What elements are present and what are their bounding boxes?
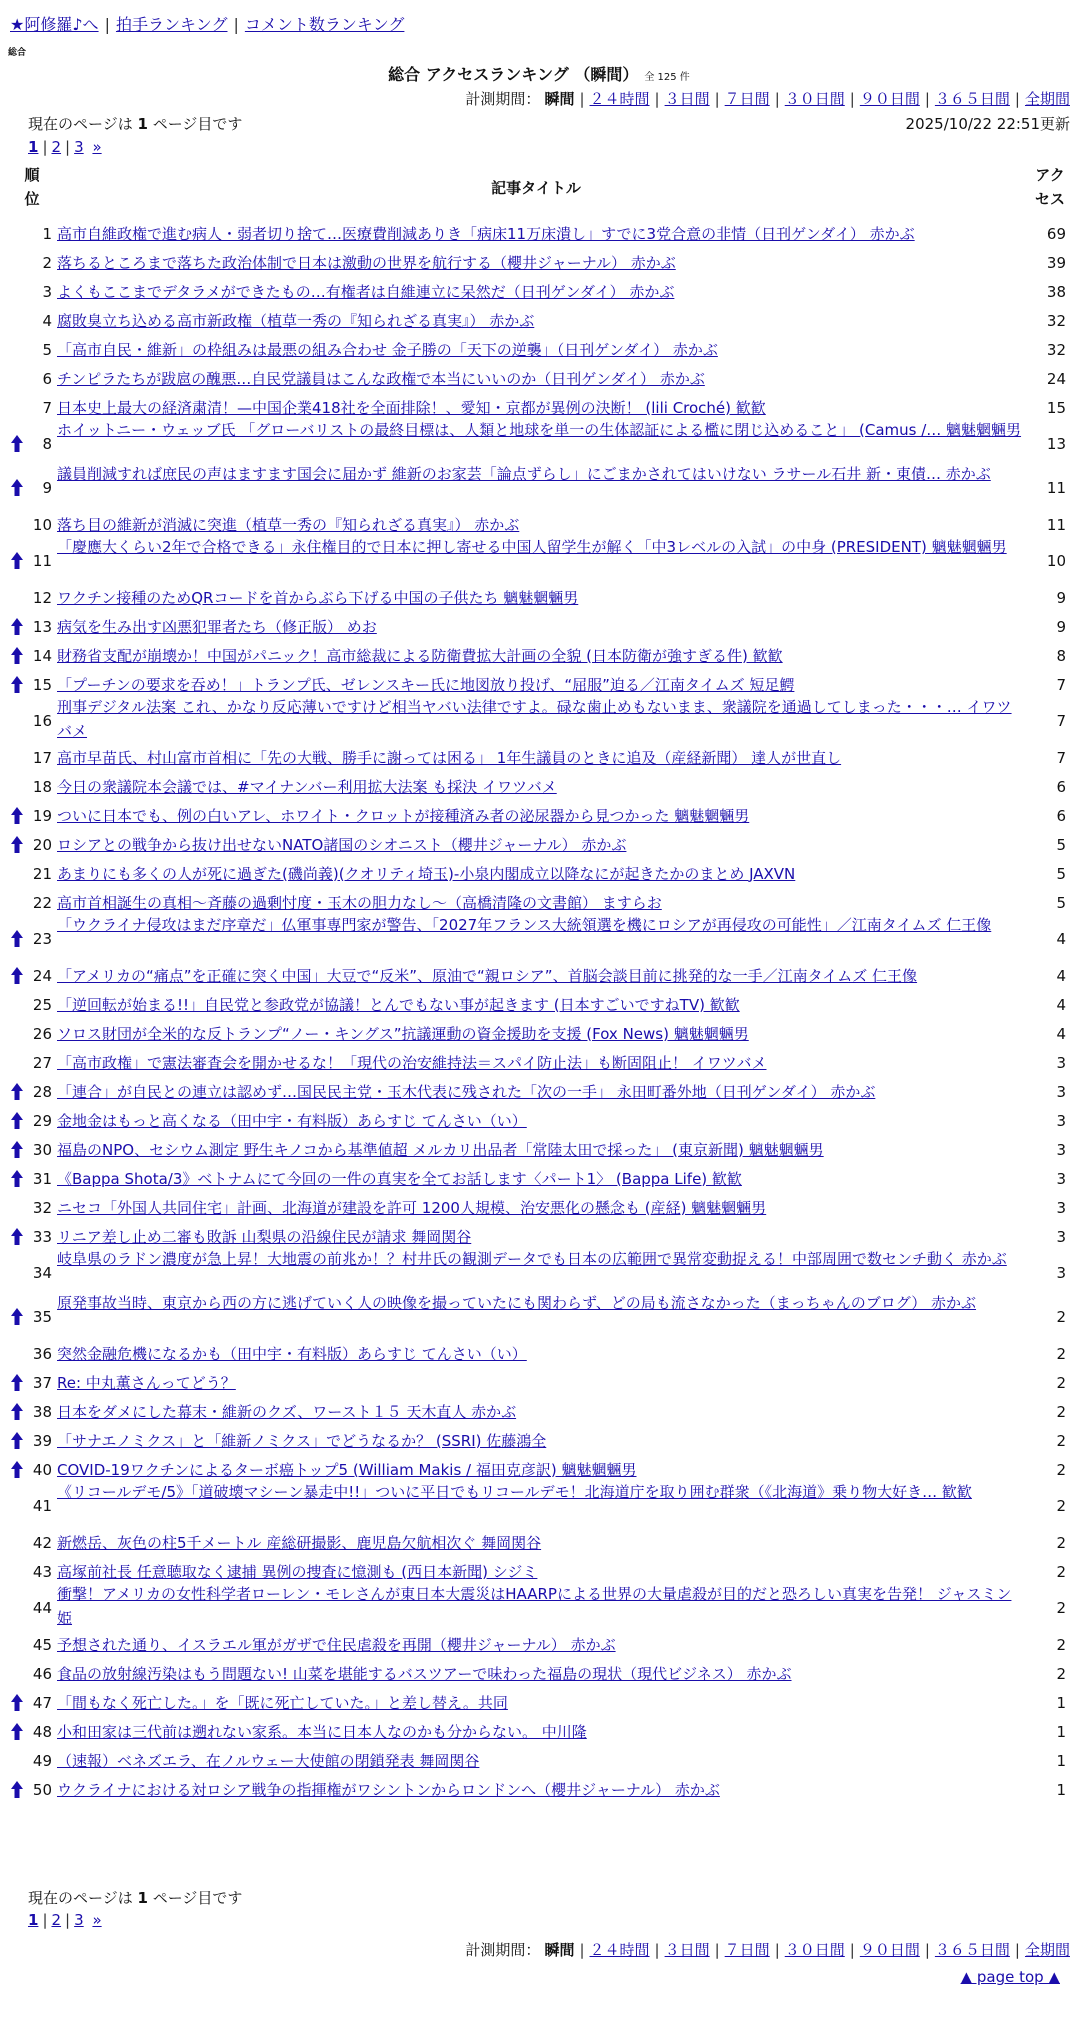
table-row xyxy=(0,1484,1078,1528)
table-row xyxy=(0,1630,1078,1659)
access-count: 1 xyxy=(1056,1780,1066,1799)
table-row xyxy=(0,1295,1078,1339)
access-count: 3 xyxy=(1056,1227,1066,1246)
period-365d[interactable]: ３６５日間 xyxy=(934,90,1010,108)
rank-up-arrow-icon xyxy=(10,1169,24,1189)
period-24h[interactable]: ２４時間 xyxy=(589,90,650,108)
rank-number: 34 xyxy=(32,1264,52,1282)
page-info-prefix: 現在のページは xyxy=(28,115,133,133)
access-count: 3 xyxy=(1056,1264,1066,1282)
period-all[interactable]: 全期間 xyxy=(1024,1941,1070,1959)
rank-number: 17 xyxy=(32,748,52,767)
top-nav xyxy=(10,12,404,35)
table-row xyxy=(0,801,1078,830)
access-count: 2 xyxy=(1056,1344,1066,1363)
page-info-number: 1 xyxy=(137,1889,148,1907)
rank-number: 11 xyxy=(32,552,52,570)
table-row xyxy=(0,1586,1078,1630)
period-separator: | xyxy=(774,1941,780,1959)
article-title-link[interactable]: あまりにも多くの人が死に過ぎた(磯尚義)(クオリティ埼玉)-小泉内閣成立以降なにが起きたかのまとめ JAXVN xyxy=(57,864,796,883)
article-title-link[interactable]: 「高市自民・維新」の枠組みは最悪の組み合わせ 金子勝の「天下の逆襲」（日刊ゲンダイ） 赤かぶ xyxy=(57,340,718,359)
page-info-suffix: ページ目です xyxy=(152,1889,243,1907)
rank-number: 37 xyxy=(32,1373,52,1392)
access-count: 5 xyxy=(1056,893,1066,912)
access-count: 7 xyxy=(1056,675,1066,694)
article-title-link[interactable]: 日本をダメにした幕末・維新のクズ、ワースト１５ 天木直人 赤かぶ xyxy=(57,1402,517,1421)
period-separator: | xyxy=(774,90,780,108)
article-title-link[interactable]: （速報）ベネズエラ、在ノルウェー大使館の閉鎖発表 舞岡関谷 xyxy=(57,1751,480,1770)
rank-up-arrow-icon xyxy=(10,1111,24,1131)
period-all[interactable]: 全期間 xyxy=(1024,90,1070,108)
period-30d[interactable]: ３０日間 xyxy=(784,90,845,108)
period-24h[interactable]: ２４時間 xyxy=(589,1941,650,1959)
rank-number: 45 xyxy=(32,1635,52,1654)
rank-number: 14 xyxy=(32,646,52,665)
table-row xyxy=(0,830,1078,859)
article-title-link[interactable]: Re: 中丸薫さんってどう？ xyxy=(57,1373,236,1392)
article-title-link[interactable]: 病気を生み出す凶悪犯罪者たち（修正版） めお xyxy=(57,617,377,636)
article-title-link[interactable]: 「ウクライナ侵攻はまだ序章だ」仏軍事専門家が警告、「2027年フランス大統領選を機にロシアが再侵攻の可能性」／江南タイムズ 仁王像 xyxy=(57,916,992,934)
rank-up-arrow-icon xyxy=(10,675,24,695)
access-count: 2 xyxy=(1056,1562,1066,1581)
access-count: 2 xyxy=(1056,1373,1066,1392)
table-row xyxy=(0,1339,1078,1368)
period-separator: | xyxy=(1014,1941,1020,1959)
table-row xyxy=(0,772,1078,801)
rank-number: 13 xyxy=(32,617,52,636)
table-row xyxy=(0,990,1078,1019)
period-separator: | xyxy=(654,90,660,108)
table-row xyxy=(0,277,1078,306)
rank-number: 12 xyxy=(32,588,52,607)
pager-top xyxy=(28,138,102,156)
access-count: 8 xyxy=(1056,646,1066,665)
access-count: 10 xyxy=(1046,552,1066,570)
rank-up-arrow-icon xyxy=(10,1780,24,1800)
article-title-link[interactable]: 腐敗臭立ち込める高市新政権（植草一秀の『知られざる真実』） 赤かぶ xyxy=(57,311,535,330)
period-separator: | xyxy=(924,90,930,108)
article-title-link[interactable]: 食品の放射線汚染はもう問題ない! 山菜を堪能するバスツアーで味わった福島の現状（現代ビジネス） 赤かぶ xyxy=(57,1664,792,1683)
access-count: 4 xyxy=(1056,930,1066,948)
period-separator: | xyxy=(1014,90,1020,108)
rank-number: 7 xyxy=(42,398,52,417)
rank-up-arrow-icon xyxy=(10,646,24,666)
rank-up-arrow-icon xyxy=(10,929,24,949)
rank-number: 27 xyxy=(32,1053,52,1072)
access-count: 3 xyxy=(1056,1111,1066,1130)
pager-current[interactable]: 1 xyxy=(28,1911,39,1929)
rank-number: 23 xyxy=(32,930,52,948)
access-count: 1 xyxy=(1056,1722,1066,1741)
access-count: 4 xyxy=(1056,1024,1066,1043)
table-row xyxy=(0,364,1078,393)
table-row xyxy=(0,1048,1078,1077)
access-count: 4 xyxy=(1056,966,1066,985)
rank-number: 2 xyxy=(42,253,52,272)
article-title-link[interactable]: チンピラたちが跋扈の醜悪…自民党議員はこんな政権で本当にいいのか（日刊ゲンダイ） 赤かぶ xyxy=(57,369,705,388)
rank-number: 48 xyxy=(32,1722,52,1741)
rank-number: 47 xyxy=(32,1693,52,1712)
period-current: 瞬間 xyxy=(544,90,575,108)
article-title-link[interactable]: 《リコールデモ/5》「道破壊マシーン暴走中!!」ついに平日でもリコールデモ！北海道庁を取り囲む群衆（《北海道》乗り物大好き… 歓歓 xyxy=(57,1483,972,1501)
access-count: 38 xyxy=(1046,282,1066,301)
header-rank: 順位 xyxy=(24,166,40,208)
rank-number: 40 xyxy=(32,1460,52,1479)
table-row xyxy=(0,1077,1078,1106)
table-row xyxy=(0,583,1078,612)
rank-number: 19 xyxy=(32,806,52,825)
table-row xyxy=(0,219,1078,248)
rank-number: 3 xyxy=(42,282,52,301)
table-row xyxy=(0,1251,1078,1295)
current-page-info-bottom xyxy=(28,1887,242,1908)
article-title-link[interactable]: 刑事デジタル法案 これ、かなり反応薄いですけど相当ヤバい法律ですよ。碌な歯止めもないまま、衆議院を通過してしまった・・・… イワツバメ xyxy=(57,698,1012,740)
rank-up-arrow-icon xyxy=(10,551,24,571)
rank-up-arrow-icon xyxy=(10,478,24,498)
pager-separator: | xyxy=(65,138,71,156)
rank-up-arrow-icon xyxy=(10,1082,24,1102)
article-title-link[interactable]: ついに日本でも、例の白いアレ、ホワイト・クロットが接種済み者の泌尿器から見つかった 魑魅魍魎男 xyxy=(57,806,750,825)
nav-separator: | xyxy=(104,15,110,34)
rank-number: 32 xyxy=(32,1198,52,1217)
item-count: 全 125 件 xyxy=(644,72,690,83)
rank-up-arrow-icon xyxy=(10,1227,24,1247)
rank-number: 35 xyxy=(32,1308,52,1326)
article-title-link[interactable]: 衝撃！アメリカの女性科学者ローレン・モレさんが東日本大震災はHAARPによる世界の大量虐殺が目的だと恐ろしい真実を告発！ ジャスミン姫 xyxy=(57,1585,1012,1627)
pager-page-2[interactable]: 2 xyxy=(51,138,62,156)
rank-up-arrow-icon xyxy=(10,1722,24,1742)
rank-number: 21 xyxy=(32,864,52,883)
article-title-link[interactable]: 「アメリカの“痛点”を正確に突く中国」大豆で“反米”、原油で“親ロシア”、首脳会談目前に挑発的な一手／江南タイムズ 仁王像 xyxy=(57,966,918,985)
rank-up-arrow-icon xyxy=(10,835,24,855)
pager-separator: | xyxy=(65,1911,71,1929)
rank-number: 15 xyxy=(32,675,52,694)
article-title-link[interactable]: 議員削減すれば庶民の声はますます国会に届かず 維新のお家芸「論点ずらし」にごまかされてはいけない ラサール石井 新・東債… 赤かぶ xyxy=(57,465,991,483)
article-title-link[interactable]: 予想された通り、イスラエル軍がガザで住民虐殺を再開（櫻井ジャーナル） 赤かぶ xyxy=(57,1635,616,1654)
access-count: 2 xyxy=(1056,1599,1066,1617)
period-365d[interactable]: ３６５日間 xyxy=(934,1941,1010,1959)
current-page-info-top xyxy=(28,113,242,134)
article-title-link[interactable]: 「間もなく死亡した。」を「既に死亡していた。」と差し替え。共同 xyxy=(57,1693,508,1712)
period-30d[interactable]: ３０日間 xyxy=(784,1941,845,1959)
period-90d[interactable]: ９０日間 xyxy=(859,1941,920,1959)
rank-number: 33 xyxy=(32,1227,52,1246)
period-separator: | xyxy=(924,1941,930,1959)
rank-number: 16 xyxy=(32,712,52,730)
article-title-link[interactable]: COVID-19ワクチンによるターボ癌トップ5 (William Makis / 福田克彦訳) 魑魅魍魎男 xyxy=(57,1460,637,1479)
ranking-title: 総合 アクセスランキング （瞬間） xyxy=(388,65,639,84)
article-title-link[interactable]: 新燃岳、灰色の柱5千メートル 産総研撮影、鹿児島欠航相次ぐ 舞岡関谷 xyxy=(57,1533,542,1552)
rank-up-arrow-icon xyxy=(10,1373,24,1393)
page-info-prefix: 現在のページは xyxy=(28,1889,133,1907)
rank-number: 31 xyxy=(32,1169,52,1188)
period-label: 計測期間： xyxy=(465,90,541,108)
access-count: 2 xyxy=(1056,1402,1066,1421)
table-row xyxy=(0,466,1078,510)
article-title-link[interactable]: 財務省支配が崩壊か！中国がパニック！高市総裁による防衛費拡大計画の全貌 (日本防衛が強すぎる件) 歓歓 xyxy=(57,646,783,665)
table-row xyxy=(0,1659,1078,1688)
pager-next[interactable]: » xyxy=(92,1911,102,1929)
access-count: 9 xyxy=(1056,588,1066,607)
article-title-link[interactable]: 高市首相誕生の真相～斉藤の過剰忖度・玉木の胆力なし～（高橋清隆の文書館） ますらお xyxy=(57,893,662,912)
article-title-link[interactable]: 《Bappa Shota/3》ベトナムにて今回の一件の真実を全てお話します〈パート1〉 (Bappa Life) 歓歓 xyxy=(57,1169,742,1188)
category-label: 総合 xyxy=(8,48,27,58)
pager-page-2[interactable]: 2 xyxy=(51,1911,62,1929)
rank-number: 43 xyxy=(32,1562,52,1581)
rank-number: 36 xyxy=(32,1344,52,1363)
rank-up-arrow-icon xyxy=(10,1693,24,1713)
article-title-link[interactable]: 「連合」が自民との連立は認めず…国民民主党・玉木代表に残された「次の一手」 永田町番外地（日刊ゲンダイ） 赤かぶ xyxy=(57,1082,876,1101)
access-count: 1 xyxy=(1056,1751,1066,1770)
table-row xyxy=(0,335,1078,364)
article-title-link[interactable]: 「逆回転が始まる!!」自民党と参政党が協議！とんでもない事が起きます (日本すごいですねTV) 歓歓 xyxy=(57,995,740,1014)
header-access: アクセス xyxy=(1034,166,1065,208)
table-row xyxy=(0,1397,1078,1426)
pager-next[interactable]: » xyxy=(92,138,102,156)
period-3d[interactable]: ３日間 xyxy=(664,1941,710,1959)
nav-comment-ranking[interactable]: コメント数ランキング xyxy=(244,15,405,34)
rank-up-arrow-icon xyxy=(10,806,24,826)
access-count: 3 xyxy=(1056,1198,1066,1217)
rank-up-arrow-icon xyxy=(10,1402,24,1422)
period-current: 瞬間 xyxy=(544,1941,575,1959)
pager-bottom xyxy=(28,1911,102,1929)
rank-number: 38 xyxy=(32,1402,52,1421)
article-title-link[interactable]: 高塚前社長 任意聴取なく逮捕 異例の捜査に憶測も (西日本新聞) シジミ xyxy=(57,1562,538,1581)
rank-number: 44 xyxy=(32,1599,52,1617)
period-separator: | xyxy=(714,90,720,108)
table-row xyxy=(0,539,1078,583)
article-title-link[interactable]: ワクチン接種のためQRコードを首からぶら下げる中国の子供たち 魑魅魍魎男 xyxy=(57,588,579,607)
article-title-link[interactable]: ニセコ「外国人共同住宅」計画、北海道が建設を許可 1200人規模、治安悪化の懸念も (産経) 魑魅魍魎男 xyxy=(57,1198,767,1217)
nav-asyura-home[interactable]: ★阿修羅♪へ xyxy=(10,15,99,34)
table-row xyxy=(0,1135,1078,1164)
rank-number: 25 xyxy=(32,995,52,1014)
access-count: 24 xyxy=(1046,369,1066,388)
period-label: 計測期間： xyxy=(465,1941,541,1959)
rank-up-arrow-icon xyxy=(10,966,24,986)
pager-separator: | xyxy=(42,138,48,156)
article-title-link[interactable]: 落ちるところまで落ちた政治体制で日本は激動の世界を航行する（櫻井ジャーナル） 赤かぶ xyxy=(57,253,676,272)
table-row xyxy=(0,612,1078,641)
access-count: 3 xyxy=(1056,1169,1066,1188)
access-count: 2 xyxy=(1056,1431,1066,1450)
article-title-link[interactable]: リニア差し止め二審も敗訴 山梨県の沿線住民が請求 舞岡関谷 xyxy=(57,1227,472,1246)
access-count: 2 xyxy=(1056,1635,1066,1654)
period-selector-top xyxy=(465,88,1070,109)
rank-number: 30 xyxy=(32,1140,52,1159)
access-count: 3 xyxy=(1056,1082,1066,1101)
article-title-link[interactable]: 福島のNPO、セシウム測定 野生キノコから基準値超 メルカリ出品者「常陸太田で採った」 (東京新聞) 魑魅魍魎男 xyxy=(57,1140,824,1159)
article-title-link[interactable]: よくもここまでデタラメができたもの…有権者は自維連立に呆然だ（日刊ゲンダイ） 赤かぶ xyxy=(57,282,675,301)
table-row xyxy=(0,1426,1078,1455)
rank-up-arrow-icon xyxy=(10,617,24,637)
table-row xyxy=(0,743,1078,772)
article-title-link[interactable]: 日本史上最大の経済粛清！—中国企業418社を全面排除！、愛知・京都が異例の決断！ (lili Croché) 歓歓 xyxy=(57,398,766,417)
pager-page-3[interactable]: 3 xyxy=(74,138,84,156)
table-row xyxy=(0,699,1078,743)
rank-number: 49 xyxy=(32,1751,52,1770)
rank-number: 22 xyxy=(32,893,52,912)
rank-number: 10 xyxy=(32,515,52,534)
rank-number: 26 xyxy=(32,1024,52,1043)
table-row xyxy=(0,1746,1078,1775)
access-count: 4 xyxy=(1056,995,1066,1014)
rank-number: 46 xyxy=(32,1664,52,1683)
article-title-link[interactable]: 落ち目の維新が消滅に突進（植草一秀の『知られざる真実』） 赤かぶ xyxy=(57,515,520,534)
table-row xyxy=(0,248,1078,277)
article-title-link[interactable]: ウクライナにおける対ロシア戦争の指揮権がワシントンからロンドンへ（櫻井ジャーナル） 赤かぶ xyxy=(57,1780,720,1799)
access-count: 7 xyxy=(1056,748,1066,767)
rank-up-arrow-icon xyxy=(10,1431,24,1451)
page-info-number: 1 xyxy=(137,115,148,133)
article-title-link[interactable]: 「プーチンの要求を吞め！」トランプ氏、ゼレンスキー氏に地図放り投げ、“屈服”迫る／江南タイムズ 短足鰐 xyxy=(57,675,795,694)
article-title-link[interactable]: 今日の衆議院本会議では、#マイナンバー利用拡大法案 も採決 イワツバメ xyxy=(57,777,557,796)
access-count: 6 xyxy=(1056,806,1066,825)
access-count: 13 xyxy=(1046,435,1066,453)
period-separator: | xyxy=(579,90,585,108)
period-7d[interactable]: ７日間 xyxy=(724,1941,770,1959)
page-info-suffix: ページ目です xyxy=(152,115,243,133)
access-count: 3 xyxy=(1056,1140,1066,1159)
period-separator: | xyxy=(579,1941,585,1959)
rank-number: 6 xyxy=(42,369,52,388)
nav-separator: | xyxy=(233,15,239,34)
rank-number: 8 xyxy=(42,435,52,453)
access-count: 11 xyxy=(1046,515,1066,534)
table-row xyxy=(0,1368,1078,1397)
article-title-link[interactable]: ロシアとの戦争から抜け出せないNATO諸国のシオニスト（櫻井ジャーナル） 赤かぶ xyxy=(57,835,627,854)
access-count: 5 xyxy=(1056,835,1066,854)
table-row xyxy=(0,641,1078,670)
rank-number: 50 xyxy=(32,1780,52,1799)
article-title-link[interactable]: 「高市政権」で憲法審査会を開かせるな！「現代の治安維持法＝スパイ防止法」も断固阻止！ イワツバメ xyxy=(57,1053,767,1072)
rank-number: 20 xyxy=(32,835,52,854)
table-row xyxy=(0,1106,1078,1135)
period-separator: | xyxy=(849,1941,855,1959)
rank-number: 18 xyxy=(32,777,52,796)
rank-number: 42 xyxy=(32,1533,52,1552)
period-separator: | xyxy=(849,90,855,108)
pager-page-3[interactable]: 3 xyxy=(74,1911,84,1929)
article-title-link[interactable]: 高市自維政権で進む病人・弱者切り捨て…医療費削減ありき「病床11万床潰し」すでに3党合意の非情（日刊ゲンダイ） 赤かぶ xyxy=(57,224,915,243)
access-count: 69 xyxy=(1046,224,1066,243)
table-row xyxy=(0,306,1078,335)
table-row xyxy=(0,1019,1078,1048)
access-count: 11 xyxy=(1046,479,1066,497)
table-row xyxy=(0,422,1078,466)
table-row xyxy=(0,1528,1078,1557)
table-row xyxy=(0,1164,1078,1193)
rank-number: 28 xyxy=(32,1082,52,1101)
period-separator: | xyxy=(654,1941,660,1959)
table-row xyxy=(0,1717,1078,1746)
access-count: 2 xyxy=(1056,1664,1066,1683)
period-3d[interactable]: ３日間 xyxy=(664,90,710,108)
article-title-link[interactable]: ホイットニー・ウェッブ氏 「グローバリストの最終目標は、人類と地球を単一の生体認証による檻に閉じ込めること」 (Camus /… 魑魅魍魎男 xyxy=(57,421,1022,439)
access-count: 2 xyxy=(1056,1497,1066,1515)
article-title-link[interactable]: ソロス財団が全米的な反トランプ“ノー・キングス”抗議運動の資金援助を支援 (Fox News) 魑魅魍魎男 xyxy=(57,1024,749,1043)
access-count: 9 xyxy=(1056,617,1066,636)
access-count: 32 xyxy=(1046,311,1066,330)
pager-current[interactable]: 1 xyxy=(28,138,39,156)
rank-number: 1 xyxy=(42,224,52,243)
article-title-link[interactable]: 岐阜県のラドン濃度が急上昇！大地震の前兆か！？村井氏の観測データでも日本の広範囲で異常変動捉える！中部周囲で数センチ動く 赤かぶ xyxy=(57,1250,1007,1268)
access-count: 32 xyxy=(1046,340,1066,359)
pager-separator: | xyxy=(42,1911,48,1929)
rank-number: 24 xyxy=(32,966,52,985)
rank-number: 39 xyxy=(32,1431,52,1450)
period-90d[interactable]: ９０日間 xyxy=(859,90,920,108)
access-count: 2 xyxy=(1056,1308,1066,1326)
table-row xyxy=(0,917,1078,961)
table-row xyxy=(0,1775,1078,1804)
nav-applause-ranking[interactable]: 拍手ランキング xyxy=(115,15,228,34)
article-title-link[interactable]: 原発事故当時、東京から西の方に逃げていく人の映像を撮っていたにも関わらず、どの局も流さなかった（まっちゃんのブログ） 赤かぶ xyxy=(57,1294,977,1312)
article-title-link[interactable]: 突然金融危機になるかも（田中宇・有料版）あらすじ てんさい（い） xyxy=(57,1344,527,1363)
rank-up-arrow-icon xyxy=(10,434,24,454)
period-separator: | xyxy=(714,1941,720,1959)
access-count: 1 xyxy=(1056,1693,1066,1712)
table-row xyxy=(0,1688,1078,1717)
article-title-link[interactable]: 「慶應大くらい2年で合格できる」永住権目的で日本に押し寄せる中国人留学生が解く「中3レベルの入試」の中身 (PRESIDENT) 魑魅魍魎男 xyxy=(57,538,1007,556)
rank-up-arrow-icon xyxy=(10,1307,24,1327)
access-count: 3 xyxy=(1056,1053,1066,1072)
access-count: 6 xyxy=(1056,777,1066,796)
page-top-link[interactable]: ▲ page top ▲ xyxy=(960,1968,1060,1986)
article-title-link[interactable]: 金地金はもっと高くなる（田中宇・有料版）あらすじ てんさい（い） xyxy=(57,1111,527,1130)
access-count: 15 xyxy=(1046,398,1066,417)
period-selector-bottom xyxy=(465,1939,1070,1960)
rank-up-arrow-icon xyxy=(10,1140,24,1160)
table-row xyxy=(0,859,1078,888)
rank-number: 5 xyxy=(42,340,52,359)
access-count: 2 xyxy=(1056,1533,1066,1552)
rank-number: 29 xyxy=(32,1111,52,1130)
rank-up-arrow-icon xyxy=(10,1460,24,1480)
article-title-link[interactable]: 小和田家は三代前は遡れない家系。本当に日本人なのかも分からない。 中川隆 xyxy=(57,1722,587,1741)
period-7d[interactable]: ７日間 xyxy=(724,90,770,108)
article-title-link[interactable]: 「サナエノミクス」と「維新ノミクス」でどうなるか？ (SSRI) 佐藤鴻全 xyxy=(57,1431,547,1450)
access-count: 5 xyxy=(1056,864,1066,883)
access-count: 2 xyxy=(1056,1460,1066,1479)
updated-timestamp: 2025/10/22 22:51更新 xyxy=(905,115,1070,133)
page-title xyxy=(0,62,1078,85)
table-row xyxy=(0,1193,1078,1222)
table-row xyxy=(0,961,1078,990)
access-count: 39 xyxy=(1046,253,1066,272)
article-title-link[interactable]: 高市早苗氏、村山富市首相に「先の大戦、勝手に謝っては困る」 1年生議員のときに追及（産経新聞） 達人が世直し xyxy=(57,748,842,767)
rank-number: 9 xyxy=(42,479,52,497)
rank-number: 41 xyxy=(32,1497,52,1515)
access-count: 7 xyxy=(1056,712,1066,730)
header-title: 記事タイトル xyxy=(491,179,581,197)
rank-number: 4 xyxy=(42,311,52,330)
